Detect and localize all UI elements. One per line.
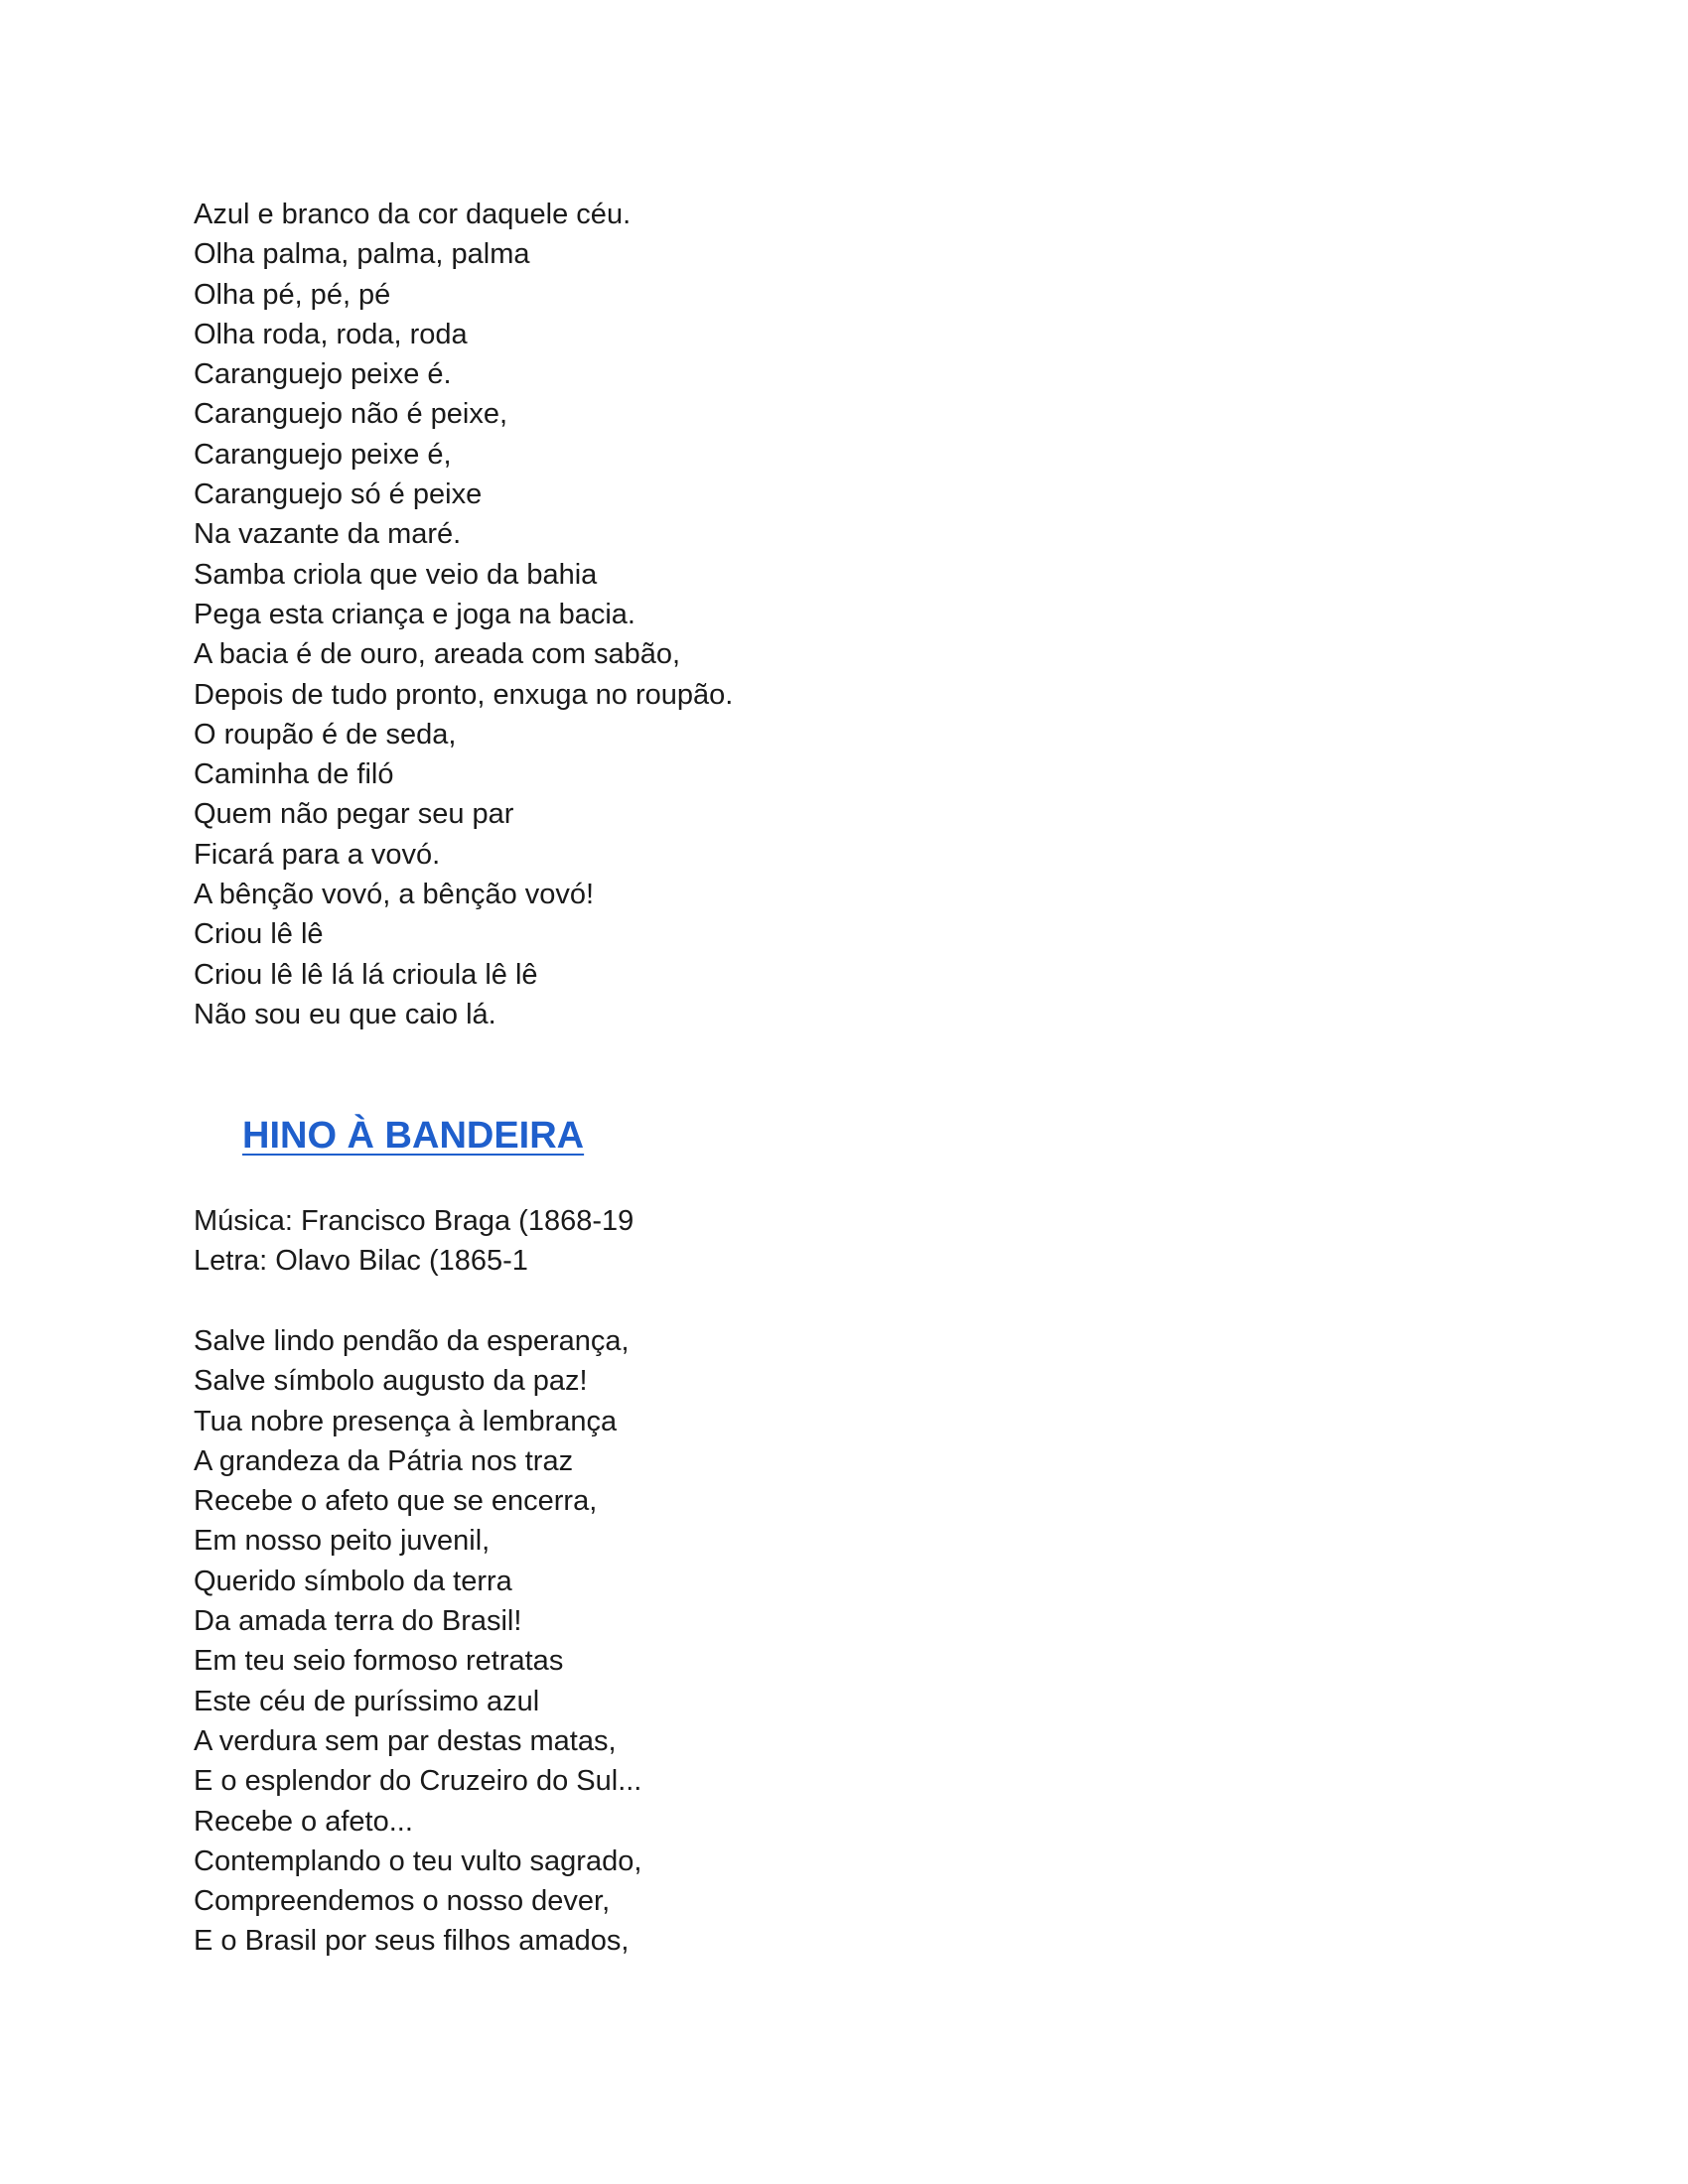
lyric-line: E o Brasil por seus filhos amados,	[194, 1925, 630, 1958]
lyric-line: Olha roda, roda, roda	[194, 318, 468, 350]
lyric-line: Pega esta criança e joga na bacia.	[194, 598, 635, 630]
lyric-line: Caranguejo peixe é,	[194, 438, 452, 471]
lyric-line: Tua nobre presença à lembrança	[194, 1405, 618, 1437]
lyric-line: Da amada terra do Brasil!	[194, 1605, 522, 1638]
lyric-line: Caranguejo só é peixe	[194, 478, 483, 511]
lyric-line: Azul e branco da cor daquele céu.	[194, 199, 632, 230]
lyric-line: Este céu de puríssimo azul	[194, 1685, 540, 1717]
lyric-line: Recebe o afeto...	[194, 1805, 413, 1838]
lyric-line: Ficará para a vovó.	[194, 838, 441, 871]
lyric-line: Olha pé, pé, pé	[194, 278, 391, 311]
lyric-line: Quem não pegar seu par	[194, 798, 514, 831]
lyric-line: Salve lindo pendão da esperança,	[194, 1325, 630, 1357]
lyric-line: A grandeza da Pátria nos traz	[194, 1444, 574, 1477]
lyric-line: Caranguejo peixe é.	[194, 358, 452, 391]
lyric-line: Olha palma, palma, palma	[194, 238, 530, 271]
lyric-line: Salve símbolo augusto da paz!	[194, 1365, 588, 1398]
lyric-line: Na vazante da maré.	[194, 518, 462, 551]
lyric-line: Samba criola que veio da bahia	[194, 558, 598, 591]
lyric-line: Não sou eu que caio lá.	[194, 998, 496, 1030]
lyric-line: O roupão é de seda,	[194, 718, 457, 751]
lyric-line: Caranguejo não é peixe,	[194, 398, 508, 431]
song-lyrics-block	[194, 195, 733, 1034]
lyric-line: Criou lê lê lá lá crioula lê lê	[194, 958, 538, 991]
lyric-line: A bacia é de ouro, areada com sabão,	[194, 638, 681, 671]
lyric-line: Criou lê lê	[194, 918, 324, 951]
lyric-line: Compreendemos o nosso dever,	[194, 1885, 611, 1918]
lyrics-credit: Letra: Olavo Bilac (1865-1	[194, 1245, 528, 1278]
lyric-line: Caminha de filó	[194, 758, 394, 791]
lyric-line: Recebe o afeto que se encerra,	[194, 1485, 598, 1518]
lyric-line: Em nosso peito juvenil,	[194, 1525, 491, 1558]
music-credit: Música: Francisco Braga (1868-19	[194, 1205, 634, 1237]
lyric-line: Querido símbolo da terra	[194, 1565, 512, 1597]
lyric-line: Depois de tudo pronto, enxuga no roupão.	[194, 678, 734, 711]
song-title-link[interactable]: HINO À BANDEIRA	[242, 1115, 585, 1157]
lyric-line: Em teu seio formoso retratas	[194, 1645, 564, 1678]
lyric-line: A bênção vovó, a bênção vovó!	[194, 879, 595, 911]
anthem-lyrics-block	[194, 1321, 641, 1962]
lyric-line: E o esplendor do Cruzeiro do Sul...	[194, 1765, 642, 1798]
song-credits	[194, 1201, 633, 1282]
lyric-line: Contemplando o teu vulto sagrado,	[194, 1844, 642, 1877]
lyric-line: A verdura sem par destas matas,	[194, 1724, 617, 1757]
